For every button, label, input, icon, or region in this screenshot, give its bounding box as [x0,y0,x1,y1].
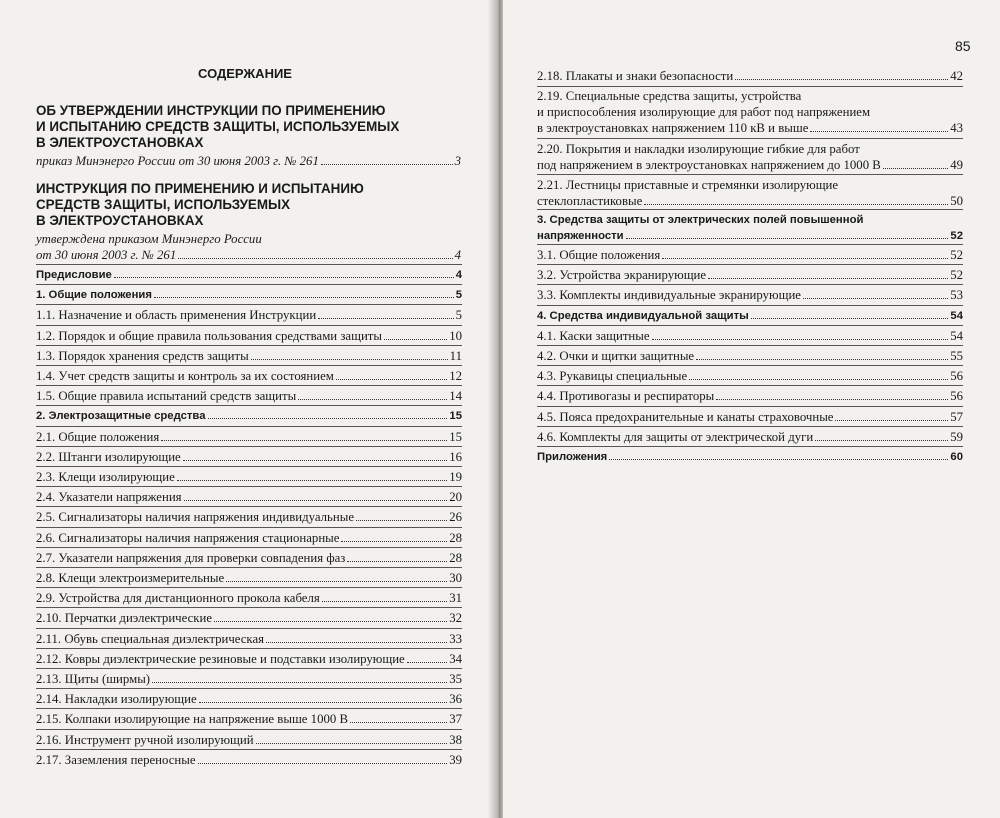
toc-entry-3[interactable]: 3. Средства защиты от электрических полей повышенной напряженности 52 [537,214,963,242]
toc-entry[interactable]: 2.2. Штанги изолирующие 16 [36,449,462,464]
toc-entry[interactable]: 4.1. Каски защитные 54 [537,328,963,343]
toc-entry[interactable]: Приложения 60 [537,451,963,463]
toc-entry[interactable]: 2.13. Щиты (ширмы) 35 [36,672,462,686]
heading-line: ИНСТРУКЦИЯ ПО ПРИМЕНЕНИЮ И ИСПЫТАНИЮ [36,181,364,196]
toc-entry[interactable]: 1.4. Учет средств защиты и контроль за их состоянием 12 [36,369,462,383]
toc-entry[interactable]: 4.5. Пояса предохранительные и канаты страховочные 57 [537,409,963,424]
toc-entry[interactable]: 4.4. Противогазы и респираторы 56 [537,389,963,404]
section-heading-instruction [36,181,456,229]
toc-entry[interactable]: 2.5. Сигнализаторы наличия напряжения индивидуальные 26 [36,510,462,525]
toc-entry[interactable]: 1.2. Порядок и общие правила пользования средствами защиты 10 [36,328,462,343]
contents-title: СОДЕРЖАНИЕ [198,66,292,81]
toc-entry[interactable]: 3.2. Устройства экранирующие 52 [537,268,963,283]
toc-entry[interactable]: 4.2. Очки и щитки защитные 55 [537,349,963,363]
toc-entry[interactable]: 1.1. Назначение и область применения Инструкции 5 [36,308,462,323]
toc-entry[interactable]: 2.10. Перчатки диэлектрические 32 [36,611,462,626]
toc-entry[interactable]: 1.3. Порядок хранения средств защиты 11 [36,348,462,363]
toc-entry[interactable]: 2.16. Инструмент ручной изолирующий 38 [36,732,462,747]
right-page [503,0,1000,818]
toc-entry[interactable]: 2.12. Ковры диэлектрические резиновые и подставки изолирующие 34 [36,651,462,666]
toc-entry[interactable]: 2.17. Заземления переносные 39 [36,752,462,767]
toc-entry[interactable]: 3.3. Комплекты индивидуальные экранирующие 53 [537,288,963,303]
instruction-subline-2[interactable]: от 30 июня 2003 г. № 261 4 [36,248,461,262]
toc-entry[interactable]: 2.3. Клещи изолирующие 19 [36,470,462,484]
heading-line: СРЕДСТВ ЗАЩИТЫ, ИСПОЛЬЗУЕМЫХ [36,197,291,212]
toc-entry[interactable]: 3.1. Общие положения 52 [537,248,963,262]
section-heading-order [36,103,456,151]
order-subline[interactable]: приказ Минэнерго России от 30 июня 2003 г. № 261 3 [36,154,461,168]
toc-entry[interactable]: 1.5. Общие правила испытаний средств защиты 14 [36,389,462,404]
heading-line: В ЭЛЕКТРОУСТАНОВКАХ [36,213,204,228]
toc-entry[interactable]: 2.6. Сигнализаторы наличия напряжения стационарные 28 [36,530,462,545]
heading-line: В ЭЛЕКТРОУСТАНОВКАХ [36,135,204,150]
toc-entry[interactable]: 2.7. Указатели напряжения для проверки совпадения фаз 28 [36,550,462,565]
toc-entry[interactable]: 4.6. Комплекты для защиты от электрической дуги 59 [537,429,963,444]
toc-entry-2-21[interactable]: 2.21. Лестницы приставные и стремянки изолирующие стеклопластиковые 50 [537,178,963,208]
heading-line: И ИСПЫТАНИЮ СРЕДСТВ ЗАЩИТЫ, ИСПОЛЬЗУЕМЫХ [36,119,400,134]
toc-entry[interactable]: 2.11. Обувь специальная диэлектрическая 33 [36,631,462,646]
toc-entry[interactable]: Предисловие 4 [36,269,462,281]
toc-entry[interactable]: 2.9. Устройства для дистанционного прокола кабеля 31 [36,591,462,606]
toc-entry[interactable]: 2.4. Указатели напряжения 20 [36,490,462,505]
toc-entry[interactable]: 2.1. Общие положения 15 [36,429,462,444]
toc-entry[interactable]: 4. Средства индивидуальной защиты 54 [537,309,963,322]
toc-entry[interactable]: 2.8. Клещи электроизмерительные 30 [36,571,462,585]
toc-entry[interactable]: 4.3. Рукавицы специальные 56 [537,369,963,384]
toc-entry[interactable]: 2.14. Накладки изолирующие 36 [36,692,462,707]
toc-entry-2-20[interactable]: 2.20. Покрытия и накладки изолирующие гибкие для работ под напряжением в электроустановках напряжением до 1000 В 49 [537,142,963,172]
left-page [0,0,497,818]
toc-entry[interactable]: 2. Электрозащитные средства 15 [36,410,462,423]
heading-line: ОБ УТВЕРЖДЕНИИ ИНСТРУКЦИИ ПО ПРИМЕНЕНИЮ [36,103,386,118]
toc-entry[interactable]: 1. Общие положения 5 [36,289,462,302]
toc-entry[interactable]: 2.15. Колпаки изолирующие на напряжение выше 1000 В 37 [36,712,462,727]
instruction-subline-1: утверждена приказом Минэнерго России [36,232,262,246]
toc-entry-2-18[interactable]: 2.18. Плакаты и знаки безопасности 42 [537,69,963,83]
page-number: 85 [955,38,971,54]
toc-entry-2-19[interactable]: 2.19. Специальные средства защиты, устройства и приспособления изолирующие для работ под напряжением в электроустановках напряжением 110 кВ и выше 43 [537,89,963,135]
